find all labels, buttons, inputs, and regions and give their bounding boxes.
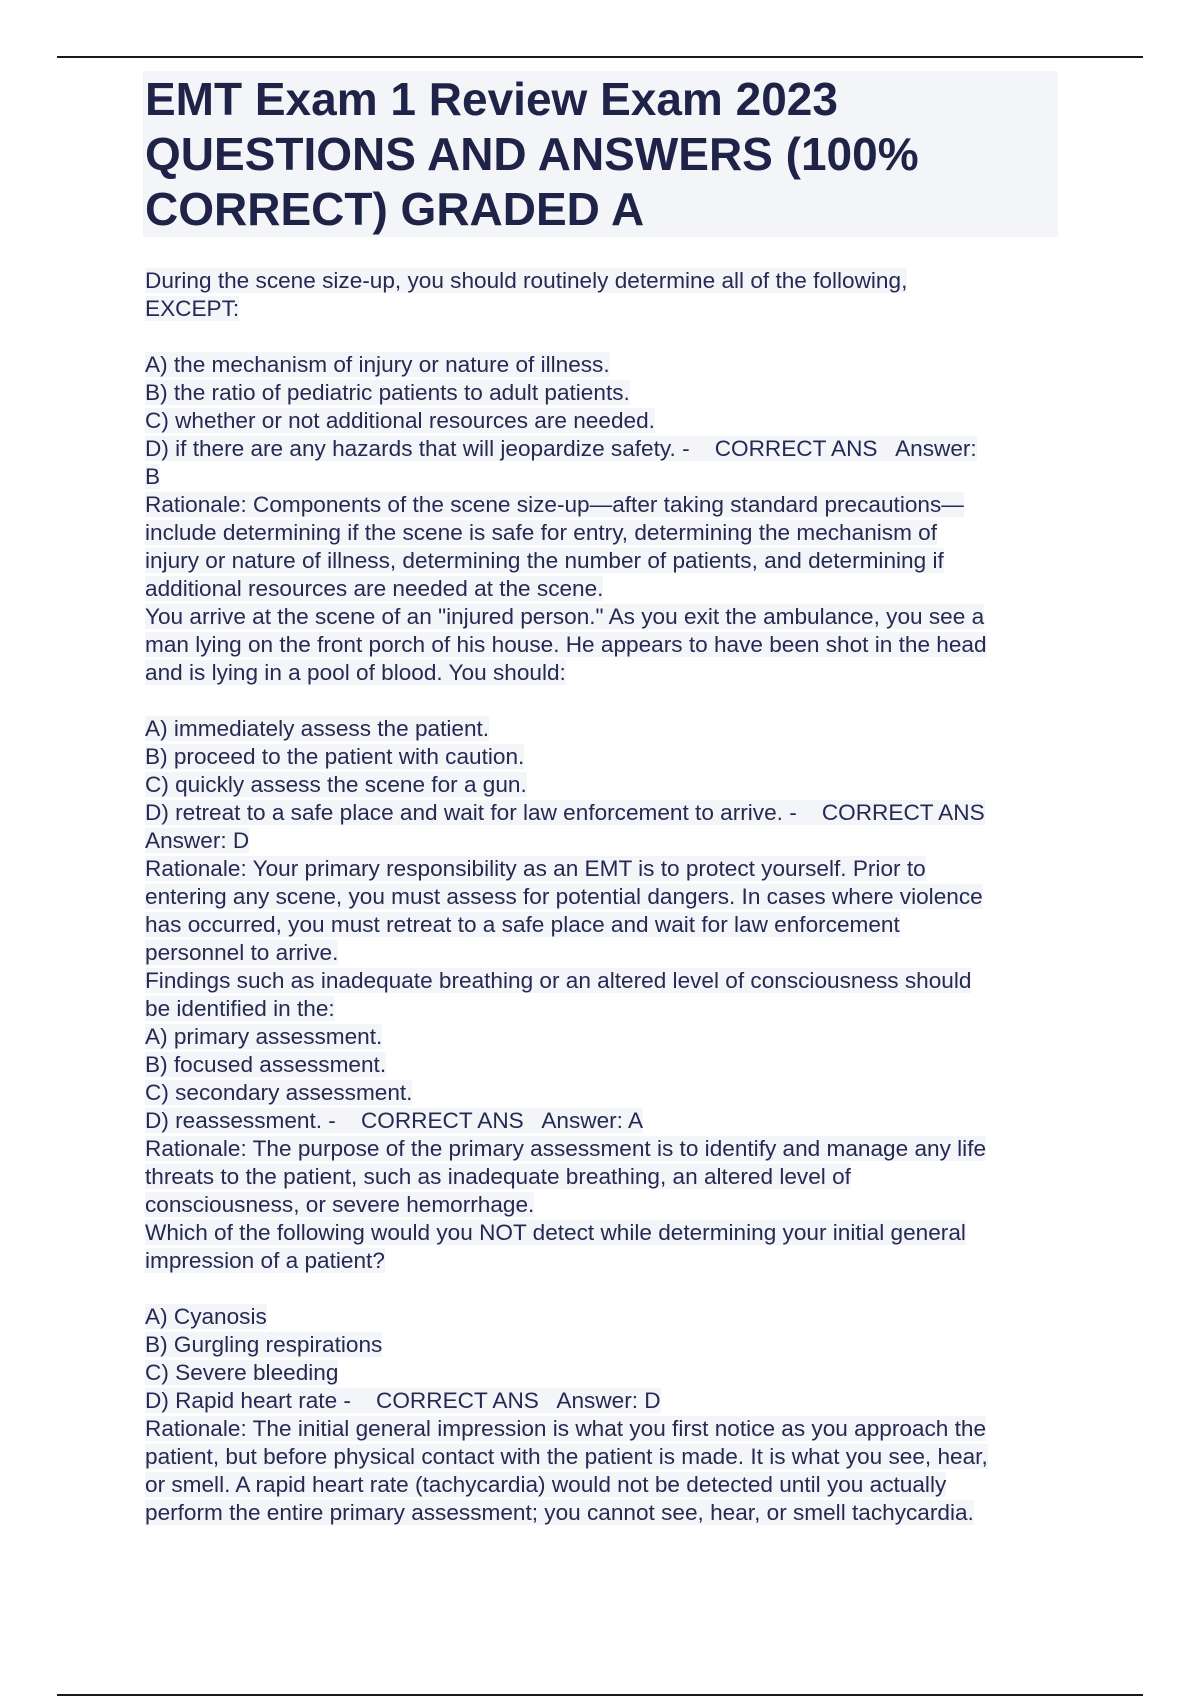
answer-option-text: C) Severe bleeding xyxy=(145,1360,339,1385)
question-stem-text: Which of the following would you NOT detect while determining your initial general xyxy=(145,1220,966,1245)
rationale-text: Rationale: Components of the scene size-up—after taking standard precautions— xyxy=(145,492,964,517)
answer-option-line xyxy=(145,351,1055,379)
rationale-text: or smell. A rapid heart rate (tachycardia) would not be detected until you actually xyxy=(145,1472,947,1497)
question-stem-line xyxy=(145,631,1055,659)
answer-option-text: D) reassessment. - CORRECT ANS Answer: A xyxy=(145,1108,644,1133)
question-stem-text: and is lying in a pool of blood. You should: xyxy=(145,660,566,685)
question-stem-line xyxy=(145,295,1055,323)
answer-option-text: C) secondary assessment. xyxy=(145,1080,413,1105)
question-stem-line xyxy=(145,967,1055,995)
rationale-line xyxy=(145,575,1055,603)
rationale-text: Rationale: Your primary responsibility as an EMT is to protect yourself. Prior to xyxy=(145,856,926,881)
correct-answer-text: Answer: D xyxy=(145,828,250,853)
question-stem-text: impression of a patient? xyxy=(145,1248,385,1273)
document-body xyxy=(145,267,1055,1527)
rationale-line xyxy=(145,1443,1055,1471)
correct-answer-line xyxy=(145,827,1055,855)
rationale-line xyxy=(145,1471,1055,1499)
rationale-line xyxy=(145,519,1055,547)
rationale-line xyxy=(145,491,1055,519)
rationale-text: injury or nature of illness, determining the number of patients, and determining if xyxy=(145,548,944,573)
correct-answer-text: B xyxy=(145,464,161,489)
rationale-line xyxy=(145,1163,1055,1191)
answer-option-line xyxy=(145,1107,1055,1135)
rationale-text: has occurred, you must retreat to a safe place and wait for law enforcement xyxy=(145,912,900,937)
answer-option-text: B) proceed to the patient with caution. xyxy=(145,744,525,769)
rationale-line xyxy=(145,1135,1055,1163)
document-title xyxy=(143,71,1058,237)
answer-option-text: B) Gurgling respirations xyxy=(145,1332,383,1357)
answer-option-line xyxy=(145,771,1055,799)
answer-option-line xyxy=(145,1359,1055,1387)
answer-option-text: A) the mechanism of injury or nature of illness. xyxy=(145,352,610,377)
rationale-text: additional resources are needed at the scene. xyxy=(145,576,604,601)
answer-option-text: B) the ratio of pediatric patients to adult patients. xyxy=(145,380,630,405)
rationale-line xyxy=(145,939,1055,967)
answer-option-text: A) primary assessment. xyxy=(145,1024,383,1049)
rationale-line xyxy=(145,1499,1055,1527)
rationale-line xyxy=(145,883,1055,911)
rationale-text: threats to the patient, such as inadequate breathing, an altered level of xyxy=(145,1164,851,1189)
title-line: CORRECT) GRADED A xyxy=(145,183,645,235)
answer-option-line xyxy=(145,1303,1055,1331)
rationale-line xyxy=(145,1415,1055,1443)
answer-option-line xyxy=(145,435,1055,463)
blank-line xyxy=(145,687,1055,715)
top-rule xyxy=(57,56,1143,58)
title-line: EMT Exam 1 Review Exam 2023 xyxy=(145,73,838,125)
rationale-line xyxy=(145,547,1055,575)
bottom-rule xyxy=(57,1694,1143,1696)
answer-option-text: B) focused assessment. xyxy=(145,1052,387,1077)
rationale-line xyxy=(145,1191,1055,1219)
question-stem-text: You arrive at the scene of an "injured person." As you exit the ambulance, you see a xyxy=(145,604,985,629)
answer-option-line xyxy=(145,799,1055,827)
question-stem-text: be identified in the: xyxy=(145,996,335,1021)
answer-option-text: C) quickly assess the scene for a gun. xyxy=(145,772,527,797)
rationale-text: include determining if the scene is safe for entry, determining the mechanism of xyxy=(145,520,938,545)
question-stem-line xyxy=(145,1247,1055,1275)
correct-answer-line xyxy=(145,463,1055,491)
question-stem-line xyxy=(145,603,1055,631)
answer-option-line xyxy=(145,1023,1055,1051)
answer-option-line xyxy=(145,743,1055,771)
answer-option-line xyxy=(145,1387,1055,1415)
question-stem-text: man lying on the front porch of his house. He appears to have been shot in the head xyxy=(145,632,987,657)
answer-option-text: D) if there are any hazards that will jeopardize safety. - CORRECT ANS Answer: xyxy=(145,436,977,461)
blank-line xyxy=(145,323,1055,351)
answer-option-text: C) whether or not additional resources are needed. xyxy=(145,408,655,433)
question-stem-text: Findings such as inadequate breathing or an altered level of consciousness should xyxy=(145,968,972,993)
answer-option-line xyxy=(145,715,1055,743)
question-stem-line xyxy=(145,659,1055,687)
rationale-text: patient, but before physical contact with the patient is made. It is what you see, hear, xyxy=(145,1444,988,1469)
rationale-line xyxy=(145,911,1055,939)
rationale-text: personnel to arrive. xyxy=(145,940,339,965)
answer-option-line xyxy=(145,1079,1055,1107)
question-stem-line xyxy=(145,1219,1055,1247)
question-stem-text: During the scene size-up, you should routinely determine all of the following, xyxy=(145,268,908,293)
answer-option-text: D) retreat to a safe place and wait for law enforcement to arrive. - CORRECT ANS xyxy=(145,800,985,825)
question-stem-text: EXCEPT: xyxy=(145,296,240,321)
answer-option-line xyxy=(145,1051,1055,1079)
answer-option-line xyxy=(145,1331,1055,1359)
rationale-line xyxy=(145,855,1055,883)
blank-line xyxy=(145,1275,1055,1303)
answer-option-text: D) Rapid heart rate - CORRECT ANS Answer: D xyxy=(145,1388,661,1413)
rationale-text: Rationale: The purpose of the primary assessment is to identify and manage any life xyxy=(145,1136,987,1161)
title-block xyxy=(143,71,1058,237)
question-stem-line xyxy=(145,267,1055,295)
rationale-text: entering any scene, you must assess for potential dangers. In cases where violence xyxy=(145,884,983,909)
answer-option-line xyxy=(145,407,1055,435)
answer-option-text: A) Cyanosis xyxy=(145,1304,267,1329)
answer-option-line xyxy=(145,379,1055,407)
rationale-text: Rationale: The initial general impression is what you first notice as you approach the xyxy=(145,1416,987,1441)
rationale-text: perform the entire primary assessment; you cannot see, hear, or smell tachycardia. xyxy=(145,1500,974,1525)
title-line: QUESTIONS AND ANSWERS (100% xyxy=(145,128,919,180)
question-stem-line xyxy=(145,995,1055,1023)
answer-option-text: A) immediately assess the patient. xyxy=(145,716,490,741)
rationale-text: consciousness, or severe hemorrhage. xyxy=(145,1192,535,1217)
